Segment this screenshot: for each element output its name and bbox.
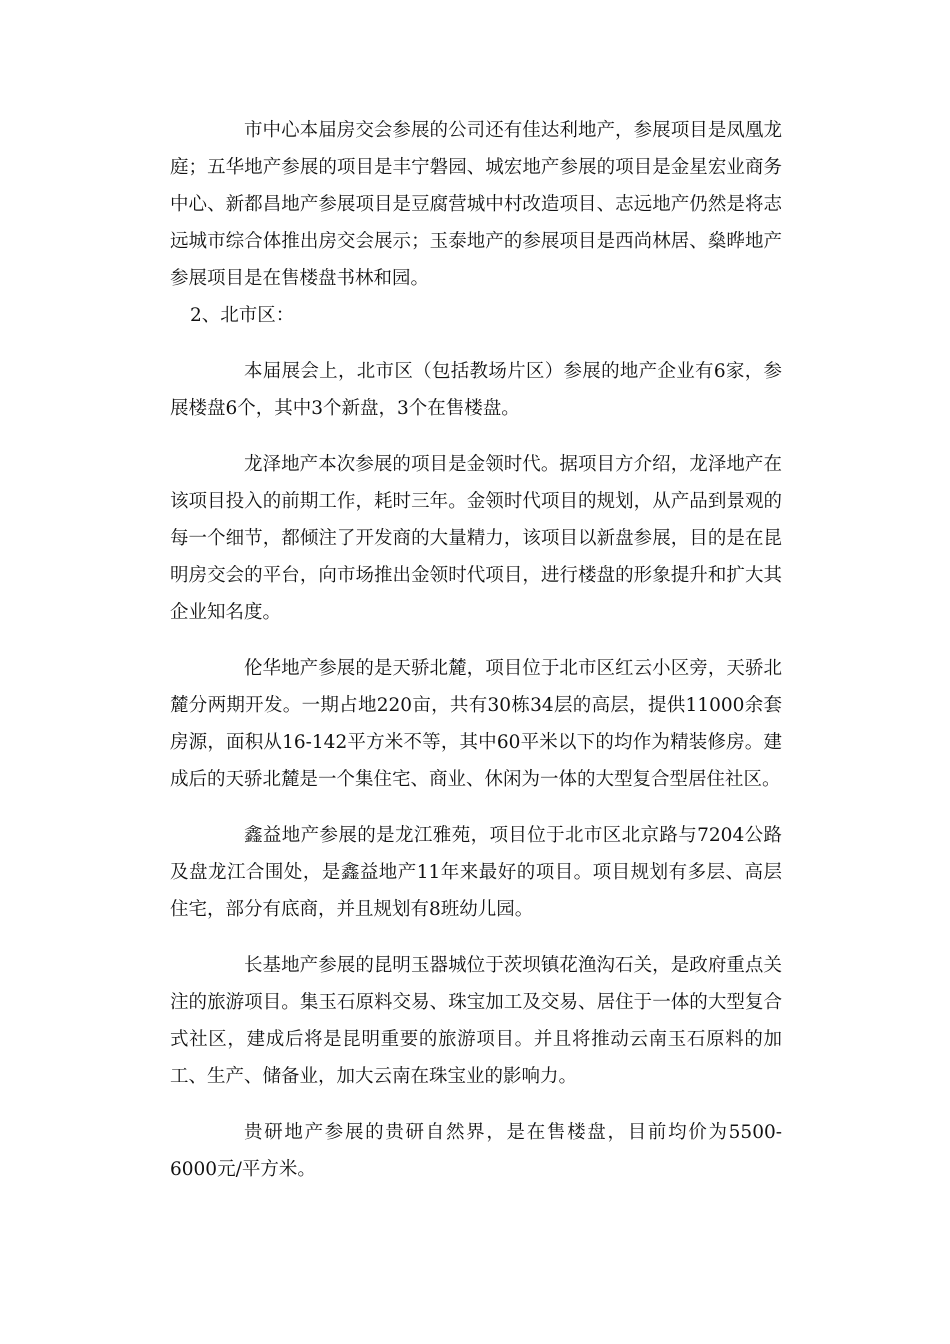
paragraph-north-district-summary: 本届展会上，北市区（包括教场片区）参展的地产企业有6家，参展楼盘6个，其中3个新盘，3个在售楼盘。 — [170, 361, 782, 419]
paragraph-changji-property: 长基地产参展的昆明玉器城位于茨坝镇花渔沟石关，是政府重点关注的旅游项目。集玉石原料交易、珠宝加工及交易、居住于一体的大型复合式社区，建成后将是昆明重要的旅游项目。并且将推动云南玉石原料的加工、生产、储备业，加大云南在珠宝业的影响力。 — [170, 955, 782, 1087]
paragraph-guiyan-property: 贵研地产参展的贵研自然界，是在售楼盘，目前均价为5500-6000元/平方米。 — [170, 1122, 782, 1180]
paragraph-xinyi-property: 鑫益地产参展的是龙江雅苑，项目位于北市区北京路与7204公路及盘龙江合围处，是鑫益地产11年来最好的项目。项目规划有多层、高层住宅，部分有底商，并且规划有8班幼儿园。 — [170, 825, 782, 920]
paragraph-city-center-exhibitors: 市中心本届房交会参展的公司还有佳达利地产，参展项目是凤凰龙庭；五华地产参展的项目是丰宁磐园、城宏地产参展的项目是金星宏业商务中心、新都昌地产参展项目是豆腐营城中村改造项目、志远地产仍然是将志远城市综合体推出房交会展示；玉泰地产的参展项目是西尚林居、燊晔地产参展项目是在售楼盘书林和园。 — [170, 120, 782, 289]
paragraph-lunhua-property: 伦华地产参展的是天骄北麓，项目位于北市区红云小区旁，天骄北麓分两期开发。一期占地220亩，共有30栋34层的高层，提供11000余套房源，面积从16-142平方米不等，其中60平米以下的均作为精装修房。建成后的天骄北麓是一个集住宅、商业、休闲为一体的大型复合型居住社区。 — [170, 658, 782, 790]
document-body — [170, 112, 782, 1188]
section-heading-north-district: 2、北市区： — [190, 305, 295, 326]
paragraph-longze-property: 龙泽地产本次参展的项目是金领时代。据项目方介绍，龙泽地产在该项目投入的前期工作，耗时三年。金领时代项目的规划，从产品到景观的每一个细节，都倾注了开发商的大量精力，该项目以新盘参展，目的是在昆明房交会的平台，向市场推出金领时代项目，进行楼盘的形象提升和扩大其企业知名度。 — [170, 454, 782, 623]
